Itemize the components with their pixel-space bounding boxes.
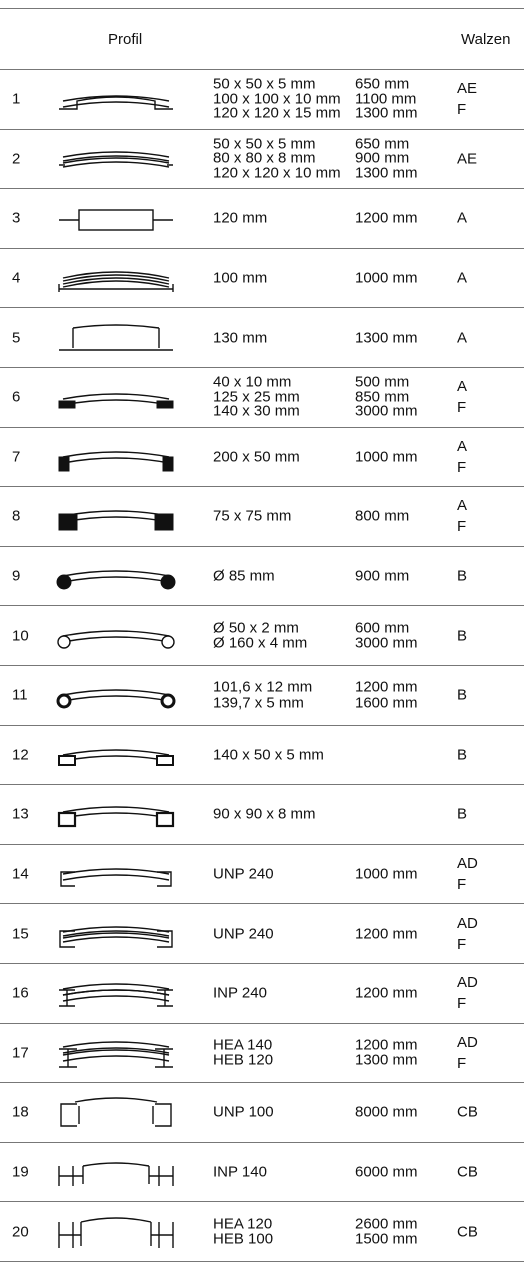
row-number: 19 <box>12 1163 29 1181</box>
row-number: 1 <box>12 90 21 108</box>
dimension-cell-line: Ø 50 x 2 mm <box>213 619 299 637</box>
length-cell <box>355 680 418 711</box>
dimension-cell-line: UNP 240 <box>213 924 274 942</box>
dimension-cell-line: 120 x 120 x 15 mm <box>213 104 341 122</box>
length-cell-line: 1200 mm <box>355 1036 418 1054</box>
square-tube-icon <box>55 794 177 834</box>
dimension-cell-line: 40 x 10 mm <box>213 373 292 391</box>
dimension-cell <box>213 1164 267 1180</box>
walzen-cell-line: A <box>457 497 468 515</box>
walzen-cell-line: AD <box>457 914 478 932</box>
length-cell-line: 850 mm <box>355 388 410 406</box>
length-cell <box>355 568 409 584</box>
walzen-cell-line: CB <box>457 1163 478 1181</box>
length-cell <box>355 1105 418 1121</box>
dimension-cell-line: 120 x 120 x 10 mm <box>213 164 341 182</box>
walzen-cell-line: B <box>457 686 468 704</box>
length-cell-line: 1000 mm <box>355 269 418 287</box>
angle-profile-icon <box>55 79 177 119</box>
table-row <box>0 249 524 309</box>
walzen-cell-line: AE <box>457 150 478 168</box>
dimension-cell-line: 125 x 25 mm <box>213 388 300 406</box>
row-number: 10 <box>12 627 29 645</box>
walzen-cell-line: AE <box>457 80 478 98</box>
table-row <box>0 1202 524 1262</box>
length-cell <box>355 211 418 227</box>
tube-icon <box>55 675 177 715</box>
dimension-cell <box>213 985 267 1001</box>
tee-profile-icon <box>55 258 177 298</box>
row-number: 9 <box>12 567 21 585</box>
row-number: 13 <box>12 805 29 823</box>
length-cell-line: 3000 mm <box>355 402 418 420</box>
walzen-cell <box>457 151 477 167</box>
walzen-cell-line: A <box>457 378 468 396</box>
table-row <box>0 964 524 1024</box>
angle-profile-icon <box>55 139 177 179</box>
walzen-cell-line: F <box>457 101 467 119</box>
dimension-cell <box>213 747 324 763</box>
table-row <box>0 428 524 488</box>
walzen-cell-line: F <box>457 458 467 476</box>
table-row <box>0 189 524 249</box>
length-cell-line: 650 mm <box>355 135 410 153</box>
tee-profile-icon <box>55 318 177 358</box>
walzen-cell-line: F <box>457 399 467 417</box>
h-beam-icon <box>55 1212 177 1252</box>
dimension-cell-line: HEA 140 <box>213 1036 273 1054</box>
length-cell-line: 1200 mm <box>355 209 418 227</box>
dimension-cell-line: 120 mm <box>213 209 268 227</box>
row-number: 20 <box>12 1223 29 1241</box>
table-row <box>0 547 524 607</box>
length-cell <box>355 373 418 420</box>
length-cell-line: 900 mm <box>355 567 410 585</box>
row-number: 2 <box>12 150 21 168</box>
row-number: 18 <box>12 1103 29 1121</box>
channel-profile-icon <box>55 854 177 894</box>
dimension-cell-line: Ø 160 x 4 mm <box>213 634 308 652</box>
dimension-cell <box>213 330 267 346</box>
table-row <box>0 70 524 130</box>
dimension-cell <box>213 75 341 122</box>
walzen-cell-line: AD <box>457 974 478 992</box>
length-cell <box>355 270 418 286</box>
dimension-cell-line: UNP 100 <box>213 1103 274 1121</box>
header-walzen: Walzen <box>461 31 511 48</box>
walzen-cell-line: F <box>457 935 467 953</box>
length-cell-line: 900 mm <box>355 149 410 167</box>
walzen-cell-line: B <box>457 746 468 764</box>
dimension-cell <box>213 1216 273 1247</box>
walzen-cell <box>457 687 467 703</box>
round-bar-icon <box>55 556 177 596</box>
flat-bar-icon <box>55 377 177 417</box>
dimension-cell-line: 200 x 50 mm <box>213 448 300 466</box>
row-number: 16 <box>12 984 29 1002</box>
walzen-cell-line: F <box>457 1054 467 1072</box>
length-cell-line: 2600 mm <box>355 1215 418 1233</box>
table-row <box>0 845 524 905</box>
row-number: 17 <box>12 1044 29 1062</box>
dimension-cell-line: 140 x 30 mm <box>213 402 300 420</box>
walzen-cell-line: F <box>457 876 467 894</box>
walzen-cell <box>457 1224 478 1240</box>
table-row <box>0 904 524 964</box>
dimension-cell-line: 100 x 100 x 10 mm <box>213 90 341 108</box>
length-cell <box>355 509 409 525</box>
walzen-cell <box>457 972 478 1014</box>
dimension-cell <box>213 926 274 942</box>
walzen-cell <box>457 330 467 346</box>
dimension-cell-line: HEB 100 <box>213 1230 274 1248</box>
row-number: 4 <box>12 269 21 287</box>
length-cell-line: 1300 mm <box>355 104 418 122</box>
dimension-cell <box>213 449 300 465</box>
dimension-cell <box>213 509 291 525</box>
length-cell-line: 800 mm <box>355 507 410 525</box>
length-cell-line: 8000 mm <box>355 1103 418 1121</box>
dimension-cell-line: 101,6 x 12 mm <box>213 678 313 696</box>
dimension-cell-line: 75 x 75 mm <box>213 507 292 525</box>
dimension-cell-line: 90 x 90 x 8 mm <box>213 805 316 823</box>
table-row <box>0 308 524 368</box>
row-number: 11 <box>12 686 28 704</box>
length-cell <box>355 866 418 882</box>
channel-profile-icon <box>55 1092 177 1132</box>
walzen-cell <box>457 913 478 955</box>
tee-profile-icon <box>55 198 177 238</box>
length-cell <box>355 926 418 942</box>
dimension-cell-line: 140 x 50 x 5 mm <box>213 746 324 764</box>
dimension-cell-line: 50 x 50 x 5 mm <box>213 135 316 153</box>
walzen-cell-line: F <box>457 995 467 1013</box>
walzen-cell-line: B <box>457 567 468 585</box>
length-cell-line: 600 mm <box>355 619 410 637</box>
walzen-cell-line: A <box>457 437 468 455</box>
row-number: 5 <box>12 329 21 347</box>
dimension-cell <box>213 1105 274 1121</box>
table-body <box>0 70 524 1262</box>
length-cell <box>355 620 418 651</box>
dimension-cell <box>213 807 316 823</box>
walzen-cell-line: F <box>457 518 467 536</box>
walzen-cell-line: B <box>457 805 468 823</box>
walzen-cell-line: AD <box>457 855 478 873</box>
walzen-cell <box>457 495 467 537</box>
length-cell-line: 1200 mm <box>355 924 418 942</box>
length-cell <box>355 137 418 181</box>
table-row <box>0 606 524 666</box>
dimension-cell-line: 80 x 80 x 8 mm <box>213 149 316 167</box>
length-cell-line: 1300 mm <box>355 1051 418 1069</box>
walzen-cell <box>457 1164 478 1180</box>
length-cell <box>355 330 418 346</box>
table-row <box>0 1024 524 1084</box>
dimension-cell-line: HEA 120 <box>213 1215 273 1233</box>
walzen-cell <box>457 568 467 584</box>
walzen-cell <box>457 376 467 418</box>
table-row <box>0 368 524 428</box>
dimension-cell <box>213 137 341 181</box>
walzen-cell <box>457 270 467 286</box>
walzen-cell <box>457 628 467 644</box>
walzen-cell <box>457 78 477 120</box>
walzen-cell-line: A <box>457 269 468 287</box>
row-number: 7 <box>12 448 21 466</box>
table-row <box>0 726 524 786</box>
length-cell-line: 1200 mm <box>355 984 418 1002</box>
walzen-cell <box>457 1105 478 1121</box>
dimension-cell-line: 130 mm <box>213 328 268 346</box>
table-header <box>0 8 524 70</box>
table-row <box>0 130 524 190</box>
walzen-cell-line: A <box>457 328 468 346</box>
profile-table <box>0 8 524 1262</box>
row-number: 3 <box>12 209 21 227</box>
dimension-cell <box>213 1037 273 1068</box>
dimension-cell <box>213 680 312 711</box>
square-bar-icon <box>55 496 177 536</box>
length-cell <box>355 449 418 465</box>
length-cell-line: 1600 mm <box>355 694 418 712</box>
row-number: 15 <box>12 925 29 943</box>
length-cell-line: 6000 mm <box>355 1163 418 1181</box>
length-cell <box>355 985 418 1001</box>
length-cell-line: 650 mm <box>355 75 410 93</box>
i-beam-icon <box>55 1152 177 1192</box>
header-profil: Profil <box>108 31 143 48</box>
dimension-cell <box>213 270 267 286</box>
length-cell-line: 1100 mm <box>355 90 417 108</box>
dimension-cell-line: 139,7 x 5 mm <box>213 694 304 712</box>
tube-icon <box>55 616 177 656</box>
walzen-cell <box>457 853 478 895</box>
walzen-cell <box>457 747 467 763</box>
table-row <box>0 1143 524 1203</box>
length-cell-line: 1000 mm <box>355 448 418 466</box>
dimension-cell-line: UNP 240 <box>213 865 274 883</box>
dimension-cell <box>213 373 300 420</box>
dimension-cell-line: HEB 120 <box>213 1051 274 1069</box>
dimension-cell-line: INP 240 <box>213 984 267 1002</box>
dimension-cell-line: 50 x 50 x 5 mm <box>213 75 316 93</box>
length-cell <box>355 1216 418 1247</box>
length-cell <box>355 1037 418 1068</box>
length-cell-line: 3000 mm <box>355 634 418 652</box>
dimension-cell-line: Ø 85 mm <box>213 567 275 585</box>
dimension-cell <box>213 866 274 882</box>
flat-bar-icon <box>55 437 177 477</box>
walzen-cell-line: CB <box>457 1103 478 1121</box>
length-cell-line: 1300 mm <box>355 164 418 182</box>
h-beam-icon <box>55 1033 177 1073</box>
walzen-cell-line: AD <box>457 1033 478 1051</box>
rect-tube-icon <box>55 735 177 775</box>
dimension-cell <box>213 568 275 584</box>
walzen-cell-line: CB <box>457 1222 478 1240</box>
walzen-cell <box>457 211 467 227</box>
dimension-cell <box>213 211 267 227</box>
walzen-cell <box>457 807 467 823</box>
table-row <box>0 1083 524 1143</box>
length-cell-line: 1300 mm <box>355 328 418 346</box>
length-cell <box>355 75 418 122</box>
length-cell-line: 500 mm <box>355 373 410 391</box>
dimension-cell <box>213 620 307 651</box>
length-cell-line: 1200 mm <box>355 678 418 696</box>
row-number: 12 <box>12 746 29 764</box>
dimension-cell-line: 100 mm <box>213 269 268 287</box>
channel-profile-icon <box>55 914 177 954</box>
walzen-cell-line: B <box>457 626 468 644</box>
table-row <box>0 666 524 726</box>
length-cell <box>355 1164 418 1180</box>
i-beam-icon <box>55 973 177 1013</box>
row-number: 8 <box>12 507 21 525</box>
walzen-cell <box>457 436 467 478</box>
walzen-cell <box>457 1032 478 1074</box>
dimension-cell-line: INP 140 <box>213 1163 267 1181</box>
length-cell-line: 1500 mm <box>355 1230 418 1248</box>
table-row <box>0 785 524 845</box>
walzen-cell-line: A <box>457 209 468 227</box>
row-number: 6 <box>12 388 21 406</box>
row-number: 14 <box>12 865 29 883</box>
table-row <box>0 487 524 547</box>
length-cell-line: 1000 mm <box>355 865 418 883</box>
